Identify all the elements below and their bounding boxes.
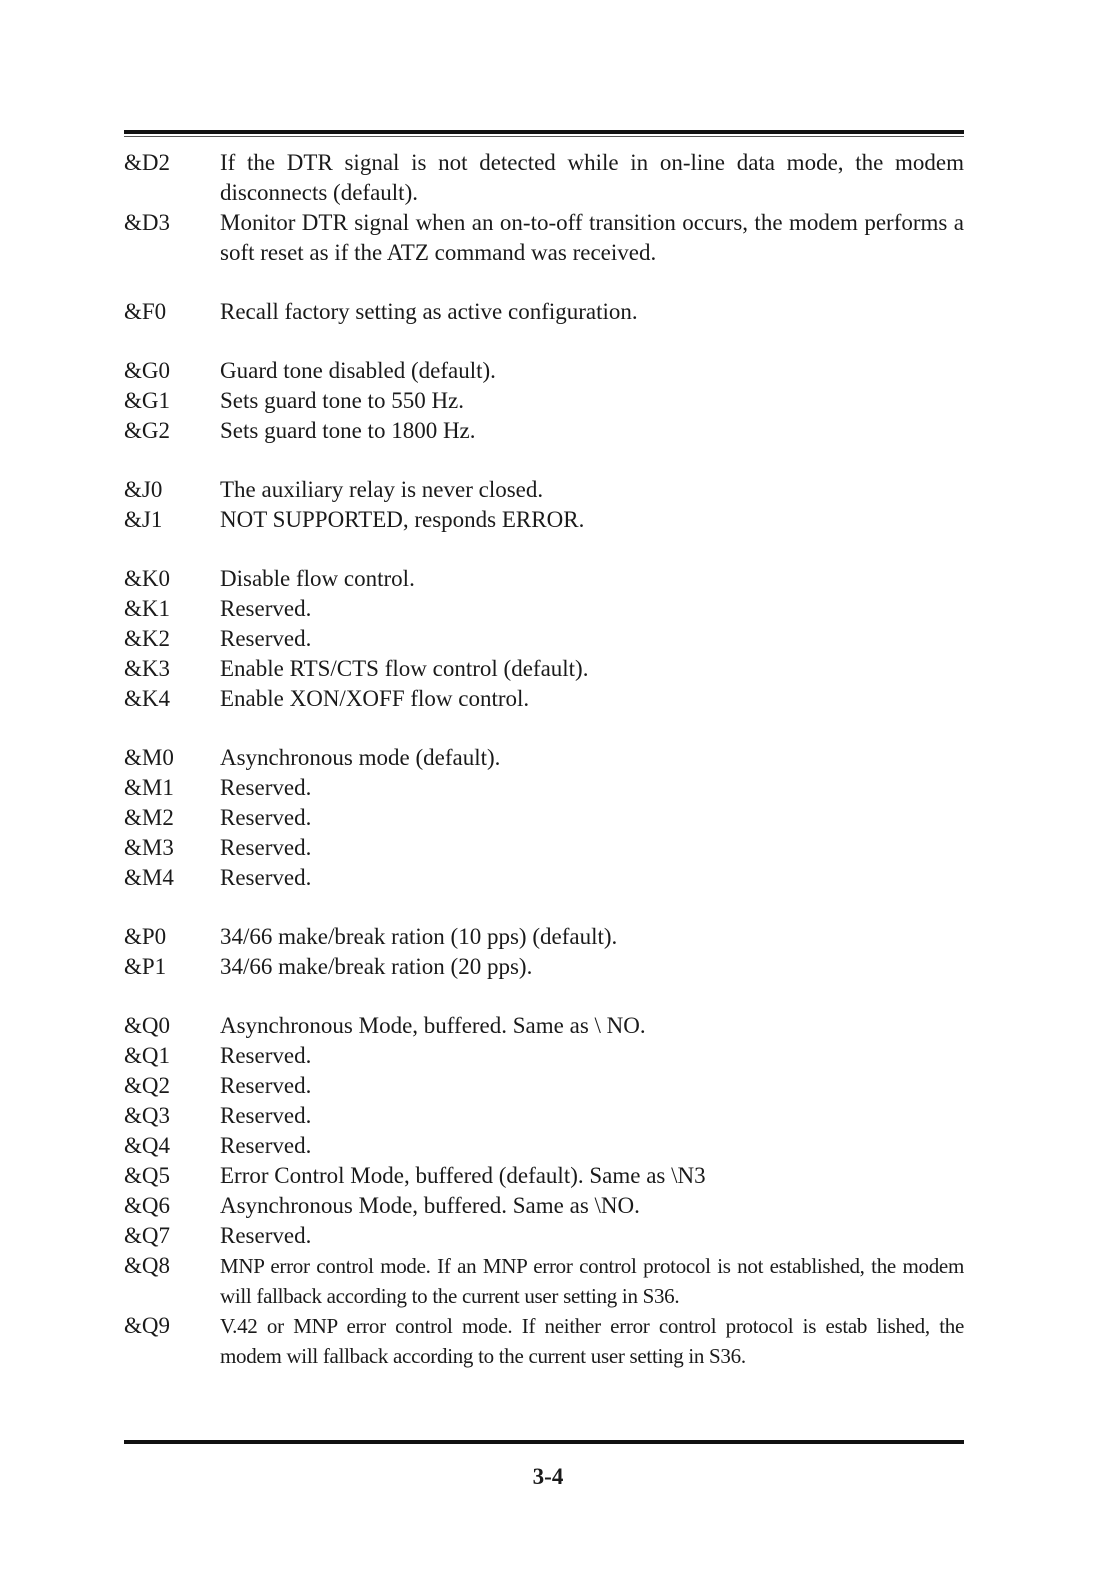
- command-description: Reserved.: [220, 626, 312, 651]
- command-description: Monitor DTR signal when an on-to-off transition occurs, the modem performs a soft reset as if the ATZ command was received.: [220, 210, 964, 265]
- top-rule: [124, 130, 964, 134]
- command-code: &M1: [124, 775, 174, 800]
- command-description: Reserved.: [220, 1043, 312, 1068]
- command-entry: [124, 148, 964, 208]
- command-entry: [124, 1251, 964, 1311]
- command-description: Guard tone disabled (default).: [220, 358, 496, 383]
- command-entry: [124, 1071, 964, 1101]
- command-description: Reserved.: [220, 805, 312, 830]
- command-description: 34/66 make/break ration (20 pps).: [220, 954, 533, 979]
- command-entry: [124, 624, 964, 654]
- command-description: NOT SUPPORTED, responds ERROR.: [220, 507, 585, 532]
- command-description: If the DTR signal is not detected while in on-line data mode, the modem disconnects (default).: [220, 150, 964, 205]
- command-group: [124, 475, 964, 535]
- command-code: &G0: [124, 358, 170, 383]
- command-entry: [124, 564, 964, 594]
- command-code: &K1: [124, 596, 170, 621]
- command-entry: [124, 1041, 964, 1071]
- command-code: &Q4: [124, 1133, 170, 1158]
- command-entry: [124, 773, 964, 803]
- command-entry: [124, 1311, 964, 1371]
- command-group: [124, 1011, 964, 1371]
- command-description: Reserved.: [220, 1223, 312, 1248]
- command-group: [124, 356, 964, 446]
- command-description: Reserved.: [220, 1103, 312, 1128]
- command-code: &M0: [124, 745, 174, 770]
- command-entry: [124, 1101, 964, 1131]
- command-entry: [124, 684, 964, 714]
- command-group: [124, 922, 964, 982]
- command-group: [124, 148, 964, 268]
- command-code: &M4: [124, 865, 174, 890]
- command-entry: [124, 743, 964, 773]
- command-code: &J1: [124, 507, 163, 532]
- command-group: [124, 743, 964, 893]
- command-description: Sets guard tone to 550 Hz.: [220, 388, 465, 413]
- command-entry: [124, 1191, 964, 1221]
- command-code: &Q9: [124, 1313, 170, 1338]
- command-entry: [124, 654, 964, 684]
- command-entry: [124, 952, 964, 982]
- command-entry: [124, 1011, 964, 1041]
- command-code: &K0: [124, 566, 170, 591]
- command-description: Error Control Mode, buffered (default). Same as \N3: [220, 1163, 706, 1188]
- command-list: [124, 148, 964, 1371]
- command-entry: [124, 505, 964, 535]
- command-description: The auxiliary relay is never closed.: [220, 477, 544, 502]
- command-description: Reserved.: [220, 865, 312, 890]
- bottom-rule: [124, 1440, 964, 1444]
- command-code: &F0: [124, 299, 167, 324]
- command-code: &K2: [124, 626, 170, 651]
- command-entry: [124, 1161, 964, 1191]
- command-description: 34/66 make/break ration (10 pps) (default).: [220, 924, 618, 949]
- command-description: Disable flow control.: [220, 566, 415, 591]
- command-description: Sets guard tone to 1800 Hz.: [220, 418, 476, 443]
- command-description: Recall factory setting as active configuration.: [220, 299, 638, 324]
- command-description: Enable XON/XOFF flow control.: [220, 686, 530, 711]
- command-description: Reserved.: [220, 775, 312, 800]
- command-entry: [124, 297, 964, 327]
- command-code: &G2: [124, 418, 170, 443]
- command-entry: [124, 475, 964, 505]
- command-code: &K3: [124, 656, 170, 681]
- command-code: &Q0: [124, 1013, 170, 1038]
- command-description: Asynchronous mode (default).: [220, 745, 501, 770]
- command-code: &M3: [124, 835, 174, 860]
- command-code: &Q7: [124, 1223, 170, 1248]
- command-description: MNP error control mode. If an MNP error control protocol is not established, the modem will fallback according to the current user setting in S36.: [220, 1254, 964, 1308]
- command-code: &M2: [124, 805, 174, 830]
- command-description: V.42 or MNP error control mode. If neither error control protocol is estab lished, the modem will fallback according to the current user setting in S36.: [220, 1314, 964, 1368]
- command-description: Reserved.: [220, 596, 312, 621]
- command-code: &Q3: [124, 1103, 170, 1128]
- command-entry: [124, 356, 964, 386]
- command-entry: [124, 386, 964, 416]
- command-code: &G1: [124, 388, 170, 413]
- command-group: [124, 564, 964, 714]
- command-entry: [124, 1221, 964, 1251]
- command-code: &Q1: [124, 1043, 170, 1068]
- command-code: &K4: [124, 686, 170, 711]
- command-entry: [124, 863, 964, 893]
- command-code: &J0: [124, 477, 163, 502]
- command-description: Enable RTS/CTS flow control (default).: [220, 656, 589, 681]
- command-description: Reserved.: [220, 835, 312, 860]
- top-rule-thin: [124, 136, 964, 137]
- command-code: &Q6: [124, 1193, 170, 1218]
- command-code: &Q2: [124, 1073, 170, 1098]
- command-entry: [124, 594, 964, 624]
- command-entry: [124, 1131, 964, 1161]
- command-description: Reserved.: [220, 1073, 312, 1098]
- command-code: &P0: [124, 924, 167, 949]
- command-code: &D3: [124, 210, 170, 235]
- command-entry: [124, 922, 964, 952]
- command-description: Asynchronous Mode, buffered. Same as \NO.: [220, 1193, 640, 1218]
- command-code: &P1: [124, 954, 167, 979]
- command-code: &Q5: [124, 1163, 170, 1188]
- command-description: Reserved.: [220, 1133, 312, 1158]
- command-group: [124, 297, 964, 327]
- command-description: Asynchronous Mode, buffered. Same as \ NO.: [220, 1013, 646, 1038]
- command-code: &Q8: [124, 1253, 170, 1278]
- command-entry: [124, 416, 964, 446]
- command-code: &D2: [124, 150, 170, 175]
- command-entry: [124, 833, 964, 863]
- page-number: 3-4: [532, 1464, 564, 1489]
- command-entry: [124, 208, 964, 268]
- command-entry: [124, 803, 964, 833]
